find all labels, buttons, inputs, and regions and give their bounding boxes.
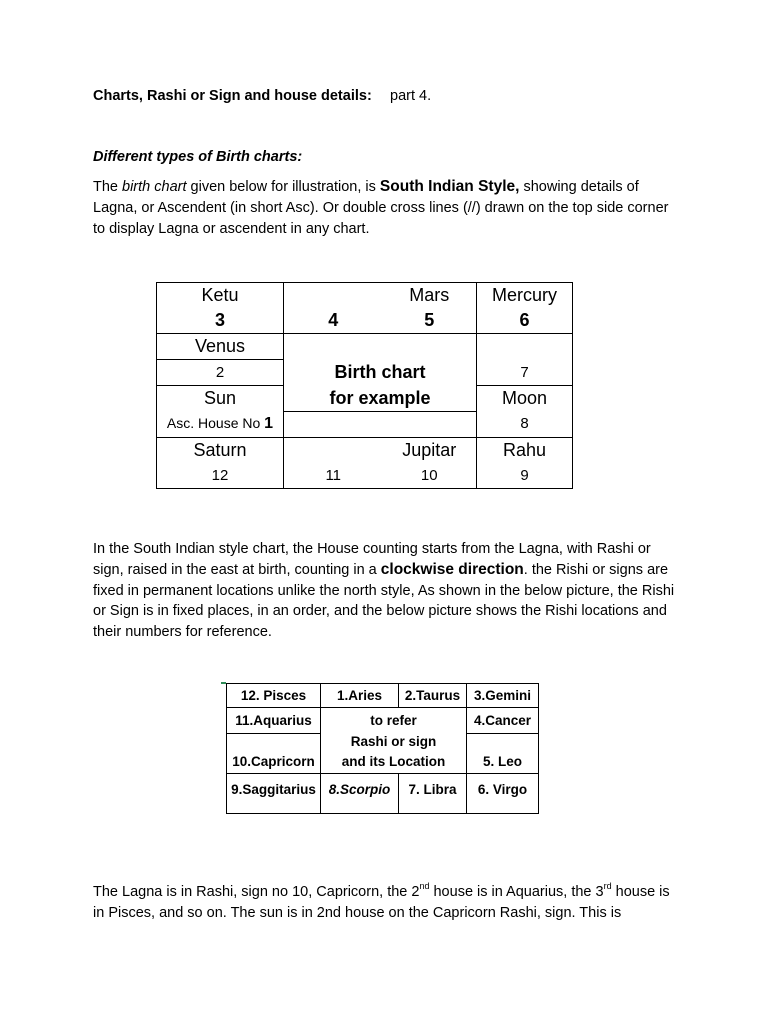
chart1-cell: 7 (477, 360, 573, 386)
page-heading (93, 88, 432, 104)
heading-part: part 4. (390, 88, 432, 104)
chart2-cell: 8.Scorpio (321, 774, 399, 814)
paragraph-3 (93, 882, 683, 924)
chart1-cell: 9 (477, 463, 573, 489)
superscript: rd (603, 881, 612, 892)
chart1-cell: 4 (284, 308, 383, 334)
para2-bold: clockwise direction (380, 560, 524, 578)
chart1-cell: Moon (477, 386, 573, 412)
chart1-cell: 8 (477, 411, 573, 437)
chart1-asc-cell (157, 411, 284, 437)
chart2-cell: 6. Virgo (467, 774, 539, 814)
chart2-cell: 2.Taurus (399, 684, 467, 708)
chart1-cell: Sun (157, 386, 284, 412)
paragraph-1 (93, 177, 683, 239)
para2-text: . the Rishi or signs are fixed in permanent locations unlike the north style, As shown in the below picture, the Rishi or Sign is in fixed places, in an order, and the below picture shows the Rishi locations and their numbers for reference. (93, 561, 675, 641)
para1-text: showing details of Lagna, or Ascendent (in short Asc). Or double cross lines (//) drawn on the top side corner to display Lagna or ascendent in any chart. (93, 179, 669, 237)
para1-text: given below for illustration, is (186, 179, 380, 195)
chart1-cell (477, 334, 573, 360)
asc-number: 1 (264, 414, 274, 432)
chart1-cell: Mercury (477, 283, 573, 309)
chart2-cell: 1.Aries (321, 684, 399, 708)
chart2-cell: 5. Leo (467, 750, 539, 774)
chart1-cell (284, 437, 383, 463)
chart2-cell: 4.Cancer (467, 708, 539, 734)
chart1-cell: Jupitar (383, 437, 477, 463)
chart1-center-cell (284, 334, 477, 360)
superscript: nd (419, 881, 430, 892)
para3-text: house is in Pisces, and so on. The sun is in 2nd house on the Capricorn Rashi, sign. This is (93, 884, 670, 921)
para3-text: The Lagna is in Rashi, sign no 10, Capricorn, the 2 (93, 884, 420, 900)
para1-text: The (93, 179, 123, 195)
chart1-cell: 5 (383, 308, 477, 334)
para1-italic: birth chart (122, 179, 187, 195)
chart1-cell (284, 283, 383, 309)
chart2-cell: 3.Gemini (467, 684, 539, 708)
chart1-cell: Saturn (157, 437, 284, 463)
chart1-cell: 6 (477, 308, 573, 334)
chart2-center-label: to refer (321, 708, 467, 734)
chart1-center-label: Birth chart (284, 360, 477, 386)
chart1-cell (284, 411, 383, 437)
chart1-center-label: for example (284, 386, 477, 412)
chart1-cell: 10 (383, 463, 477, 489)
para2-text: In the South Indian style chart, the House counting starts from the Lagna, with Rashi or sign, raised in the east at birth, counting in a (93, 541, 651, 578)
chart2-cell (227, 734, 321, 750)
chart2-cell: 11.Aquarius (227, 708, 321, 734)
chart1-cell: Venus (157, 334, 284, 360)
chart1-cell: 11 (284, 463, 383, 489)
chart2-cell: 9.Saggitarius (227, 774, 321, 814)
para1-bold: South Indian Style, (379, 178, 520, 195)
chart1-cell: 3 (157, 308, 284, 334)
chart1-cell: 12 (157, 463, 284, 489)
chart2-cell: 10.Capricorn (227, 750, 321, 774)
rashi-chart-table (226, 683, 539, 814)
chart2-cell (467, 734, 539, 750)
chart1-cell: 2 (157, 360, 284, 386)
birth-chart-table (156, 282, 573, 489)
chart2-center-label: Rashi or sign (321, 734, 467, 750)
chart2-cell: 7. Libra (399, 774, 467, 814)
chart1-cell: Ketu (157, 283, 284, 309)
chart2-cell: 12. Pisces (227, 684, 321, 708)
chart1-cell (383, 411, 477, 437)
chart1-cell: Rahu (477, 437, 573, 463)
paragraph-2 (93, 539, 683, 643)
subheading: Different types of Birth charts: (93, 149, 303, 165)
asc-label: Asc. House No (166, 414, 265, 431)
chart1-cell: Mars (383, 283, 477, 309)
chart2-center-label: and its Location (321, 750, 467, 774)
para3-text: house is in Aquarius, the 3 (429, 884, 604, 900)
heading-title: Charts, Rashi or Sign and house details: (93, 88, 372, 104)
